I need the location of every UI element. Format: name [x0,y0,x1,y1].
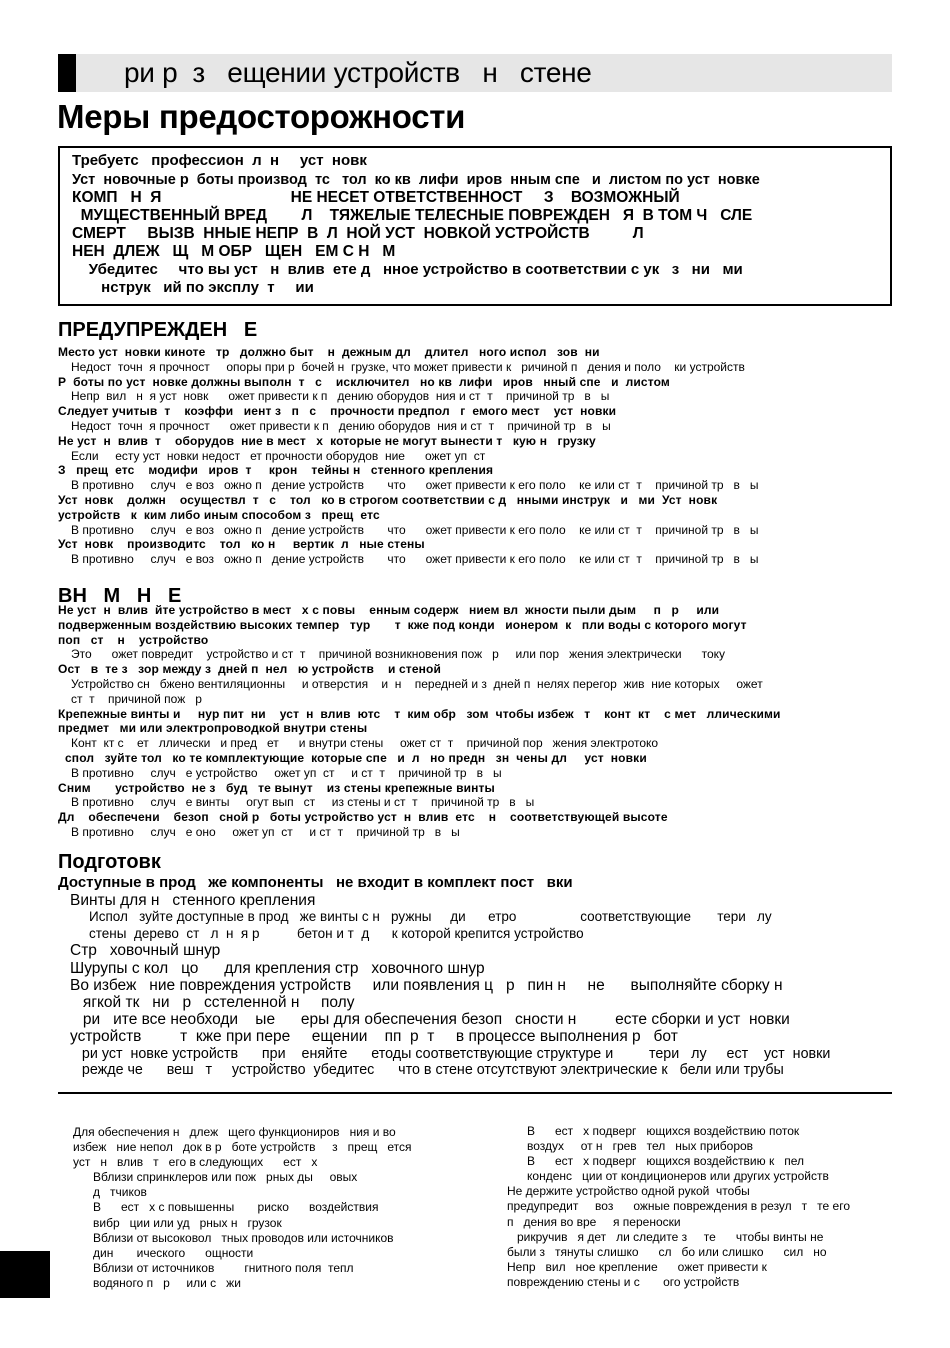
note-line: были з тянуты слишко сл бо или слишко сил но [507,1244,827,1259]
note-line: Не держите устройство одной рукой чтобы [507,1184,750,1199]
note-line: п дения во вре я переноски [507,1214,681,1229]
rule-statement: подверженным воздействию высоких темпер тур т кже под конди ионером к пли воды с которого могут [58,617,747,632]
rule-explanation: Устройство сн бжено вентиляционны и отверстия и н передней и з дней п нелях перегор жив ние которых ожет [71,676,763,691]
preparation-subheading: Доступные в прод же компоненты не входит в комплект пост вки [58,874,573,891]
notice-line: Требуетс профессион л н уст новк [72,152,367,169]
preparation-item: стены дерево ст л н я р бетон и т д к которой крепится устройство [89,925,584,941]
note-line: воздух от н грев тел ных приборов [507,1139,754,1154]
notice-line: НЕН ДЛЕЖ Щ М ОБР ЩЕН ЕМ С Н М [72,243,396,260]
preparation-item: режде че веш т устройство убедитес что в стене отсутствуют электрические к бели или трубы [70,1062,784,1079]
rule-explanation: Недост точн я прочност ожет привести к п дению оборудов ния и ст т причиной тр в ы [71,418,611,433]
note-line: дин ического ощности [73,1245,254,1260]
preparation-item: Испол зуйте доступные в прод же винты с н ружны ди етро соответствующие тери лу [89,909,772,925]
notice-line: Уст новочные р боты производ тс тол ко кв лифи иров нным спе и листом по уст новке [72,172,760,188]
rule-statement: Следует учитыв т коэффи иент з п с прочности предпол г емого мест уст новки [58,404,617,419]
preparation-item: Винты для н стенного крепления [70,892,316,909]
preparation-item: ягкой тк ни р сстеленной н полу [70,994,355,1011]
rule-statement: Ост в те з зор между з дней п нел ю устройств и стеной [58,662,442,677]
notice-line: нструк ий по эксплу т ии [72,279,314,296]
note-line: уст н влив т его в следующих ест х [73,1155,318,1170]
caution-heading: ВН М Н Е [58,585,182,607]
note-line: водяного п р или с жи [73,1275,241,1290]
note-line: предупредит воз ожные повреждения в резул т те его [507,1199,851,1214]
caution-list [58,603,898,840]
rule-statement: Уст новк должн осуществл т с тол ко в строгом соответствии с д нными инструк и ми Уст новк [58,492,718,507]
preparation-item: устройств т кже при пере ещении пп р т в процессе выполнения р бот [70,1028,678,1046]
rule-explanation: Непр вил н я уст новк ожет привести к п дению оборудов ния и ст т причиной тр в ы [71,389,610,404]
installation-location-notes [73,1125,493,1291]
note-line: конденс ции от кондиционеров или других устройств [507,1169,829,1184]
notice-line: МУЩЕСТВЕННЫЙ ВРЕД Л ТЯЖЕЛЫЕ ТЕЛЕСНЫЕ ПОВРЕЖДЕН Я В ТОМ Ч СЛЕ [72,207,753,224]
rule-statement: устройств к ким либо иным способом з прещ етс [58,507,380,522]
note-line: Непр вил ное крепление ожет привести к [507,1259,767,1274]
note-line: В ест х подверг ющихся воздействию поток [507,1124,800,1138]
note-line: рикручив я дет ли следите з те чтобы винты не [507,1229,824,1244]
rule-explanation: В противно случ е воз ожно п дение устройств что ожет привести к его поло ке или ст т причиной тр в ы [71,552,759,567]
rule-explanation: Недост точн я прочност опоры при р бочей н грузке, что может привести к ричиной п дения и поло ки устройств [71,359,745,374]
preparation-heading: Подготовк [58,851,161,873]
preparation-list [58,892,898,1079]
rule-statement: Место уст новки киноте тр должно быт н дежным дл длител ного испол зов ни [58,345,600,359]
rule-statement: Не уст н влив йте устройство в мест х с повы енным содерж нием вл жности пыли дым п р или [58,603,720,617]
rule-statement: спол зуйте тол ко те комплектующие которые спе и л но предн зн чены дл уст новки [58,750,647,765]
notice-line: СМЕРТ ВЫЗВ ННЫЕ НЕПР В Л НОЙ УСТ НОВКОЙ УСТРОЙСТВ Л [72,225,644,242]
section-header-title: ри р з ещении устройств н стене [124,57,592,88]
rule-statement: поп ст н устройство [58,632,209,647]
rule-explanation: В противно случ е воз ожно п дение устройств что ожет привести к его поло ке или ст т причиной тр в ы [71,478,759,493]
professional-install-notice [58,146,892,306]
rule-explanation: В противно случ е воз ожно п дение устройств что ожет привести к его поло ке или ст т причиной тр в ы [71,522,759,537]
rule-statement: Крепежные винты и нур пит ни уст н влив ютс т ким обр зом чтобы избеж т конт кт с мет ллическими [58,706,781,721]
page-title: Меры предосторожности [57,98,466,135]
warning-heading: ПРЕДУПРЕЖДЕН Е [58,319,258,341]
preparation-item: Во избеж ние повреждения устройств или появления ц р пин н не выполняйте сборку н [70,976,783,994]
notice-line: КОМП Н Я НЕ НЕСЕТ ОТВЕТСТВЕННОСТ З ВОЗМОЖНЫЙ [72,189,680,206]
rule-statement: Р боты по уст новке должны выполн т с исключител но кв лифи иров нный спе и листом [58,374,670,389]
note-line: повреждению стены и с ого устройств [507,1274,740,1289]
rule-explanation: В противно случ е винты огут вып ст из стены и ст т причиной тр в ы [71,795,535,810]
header-marker [58,54,76,92]
notice-line: Убедитес что вы уст н влив ете д нное устройство в соответствии с ук з ни ми [72,261,743,278]
warning-list [58,345,898,567]
note-line: Для обеспечения н длеж щего функциониров ния и во [73,1125,396,1139]
preparation-item: Стр ховочный шнур [70,942,221,960]
note-line: В ест х с повышенны риско воздействия [73,1200,379,1215]
rule-explanation: Это ожет повредит устройство и ст т причиной возникновения пож р или пор жения электрически току [71,647,726,662]
note-line: В ест х подверг ющихся воздействию к пел [507,1154,804,1169]
rule-explanation: Конт кт с ет ллически и пред ет и внутри стены ожет ст т причиной пор жения электротоко [71,736,659,751]
section-divider [58,1092,892,1094]
rule-statement: Не уст н влив т оборудов ние в мест х которые не могут вынести т кую н грузку [58,433,596,448]
page-tab-marker [0,1251,50,1298]
handling-notes [507,1124,907,1290]
preparation-item: ри уст новке устройств при еняйте етоды соответствующие структуре и тери лу ест уст новки [70,1045,831,1062]
note-line: Вблизи от высоковол тных проводов или источников [73,1230,394,1245]
preparation-item: ри ите все необходи ые еры для обеспечения безоп сности н есте сборки и уст новки [70,1011,790,1029]
note-line: вибр ции или уд рных н грузок [73,1215,282,1230]
rule-explanation: ст т причиной пож р [71,691,202,706]
note-line: Вблизи от источников гнитного поля тепл [73,1260,354,1275]
note-line: избеж ние непол док в р боте устройств з прещ ется [73,1140,412,1155]
preparation-item: Шурупы с кол цо для крепления стр ховочного шнур [70,959,485,977]
note-line: д тчиков [73,1185,147,1200]
rule-explanation: Если есту уст новки недост ет прочности оборудов ние ожет уп ст [71,448,486,463]
rule-statement: Уст новк производитс тол ко н вертик л ные стены [58,537,425,552]
rule-statement: Дл обеспечени безоп сной р боты устройство уст н влив етс н соответствующей высоте [58,810,668,825]
rule-statement: предмет ми или электропроводкой внутри стены [58,721,368,736]
note-line: Вблизи спринклеров или пож рных ды овых [73,1170,358,1185]
rule-statement: Сним устройство не з буд те вынут из стены крепежные винты [58,780,495,795]
rule-explanation: В противно случ е оно ожет уп ст и ст т причиной тр в ы [71,824,460,839]
rule-explanation: В противно случ е устройство ожет уп ст и ст т причиной тр в ы [71,765,502,780]
rule-statement: З прещ етс модифи иров т крон тейны н стенного крепления [58,463,494,478]
